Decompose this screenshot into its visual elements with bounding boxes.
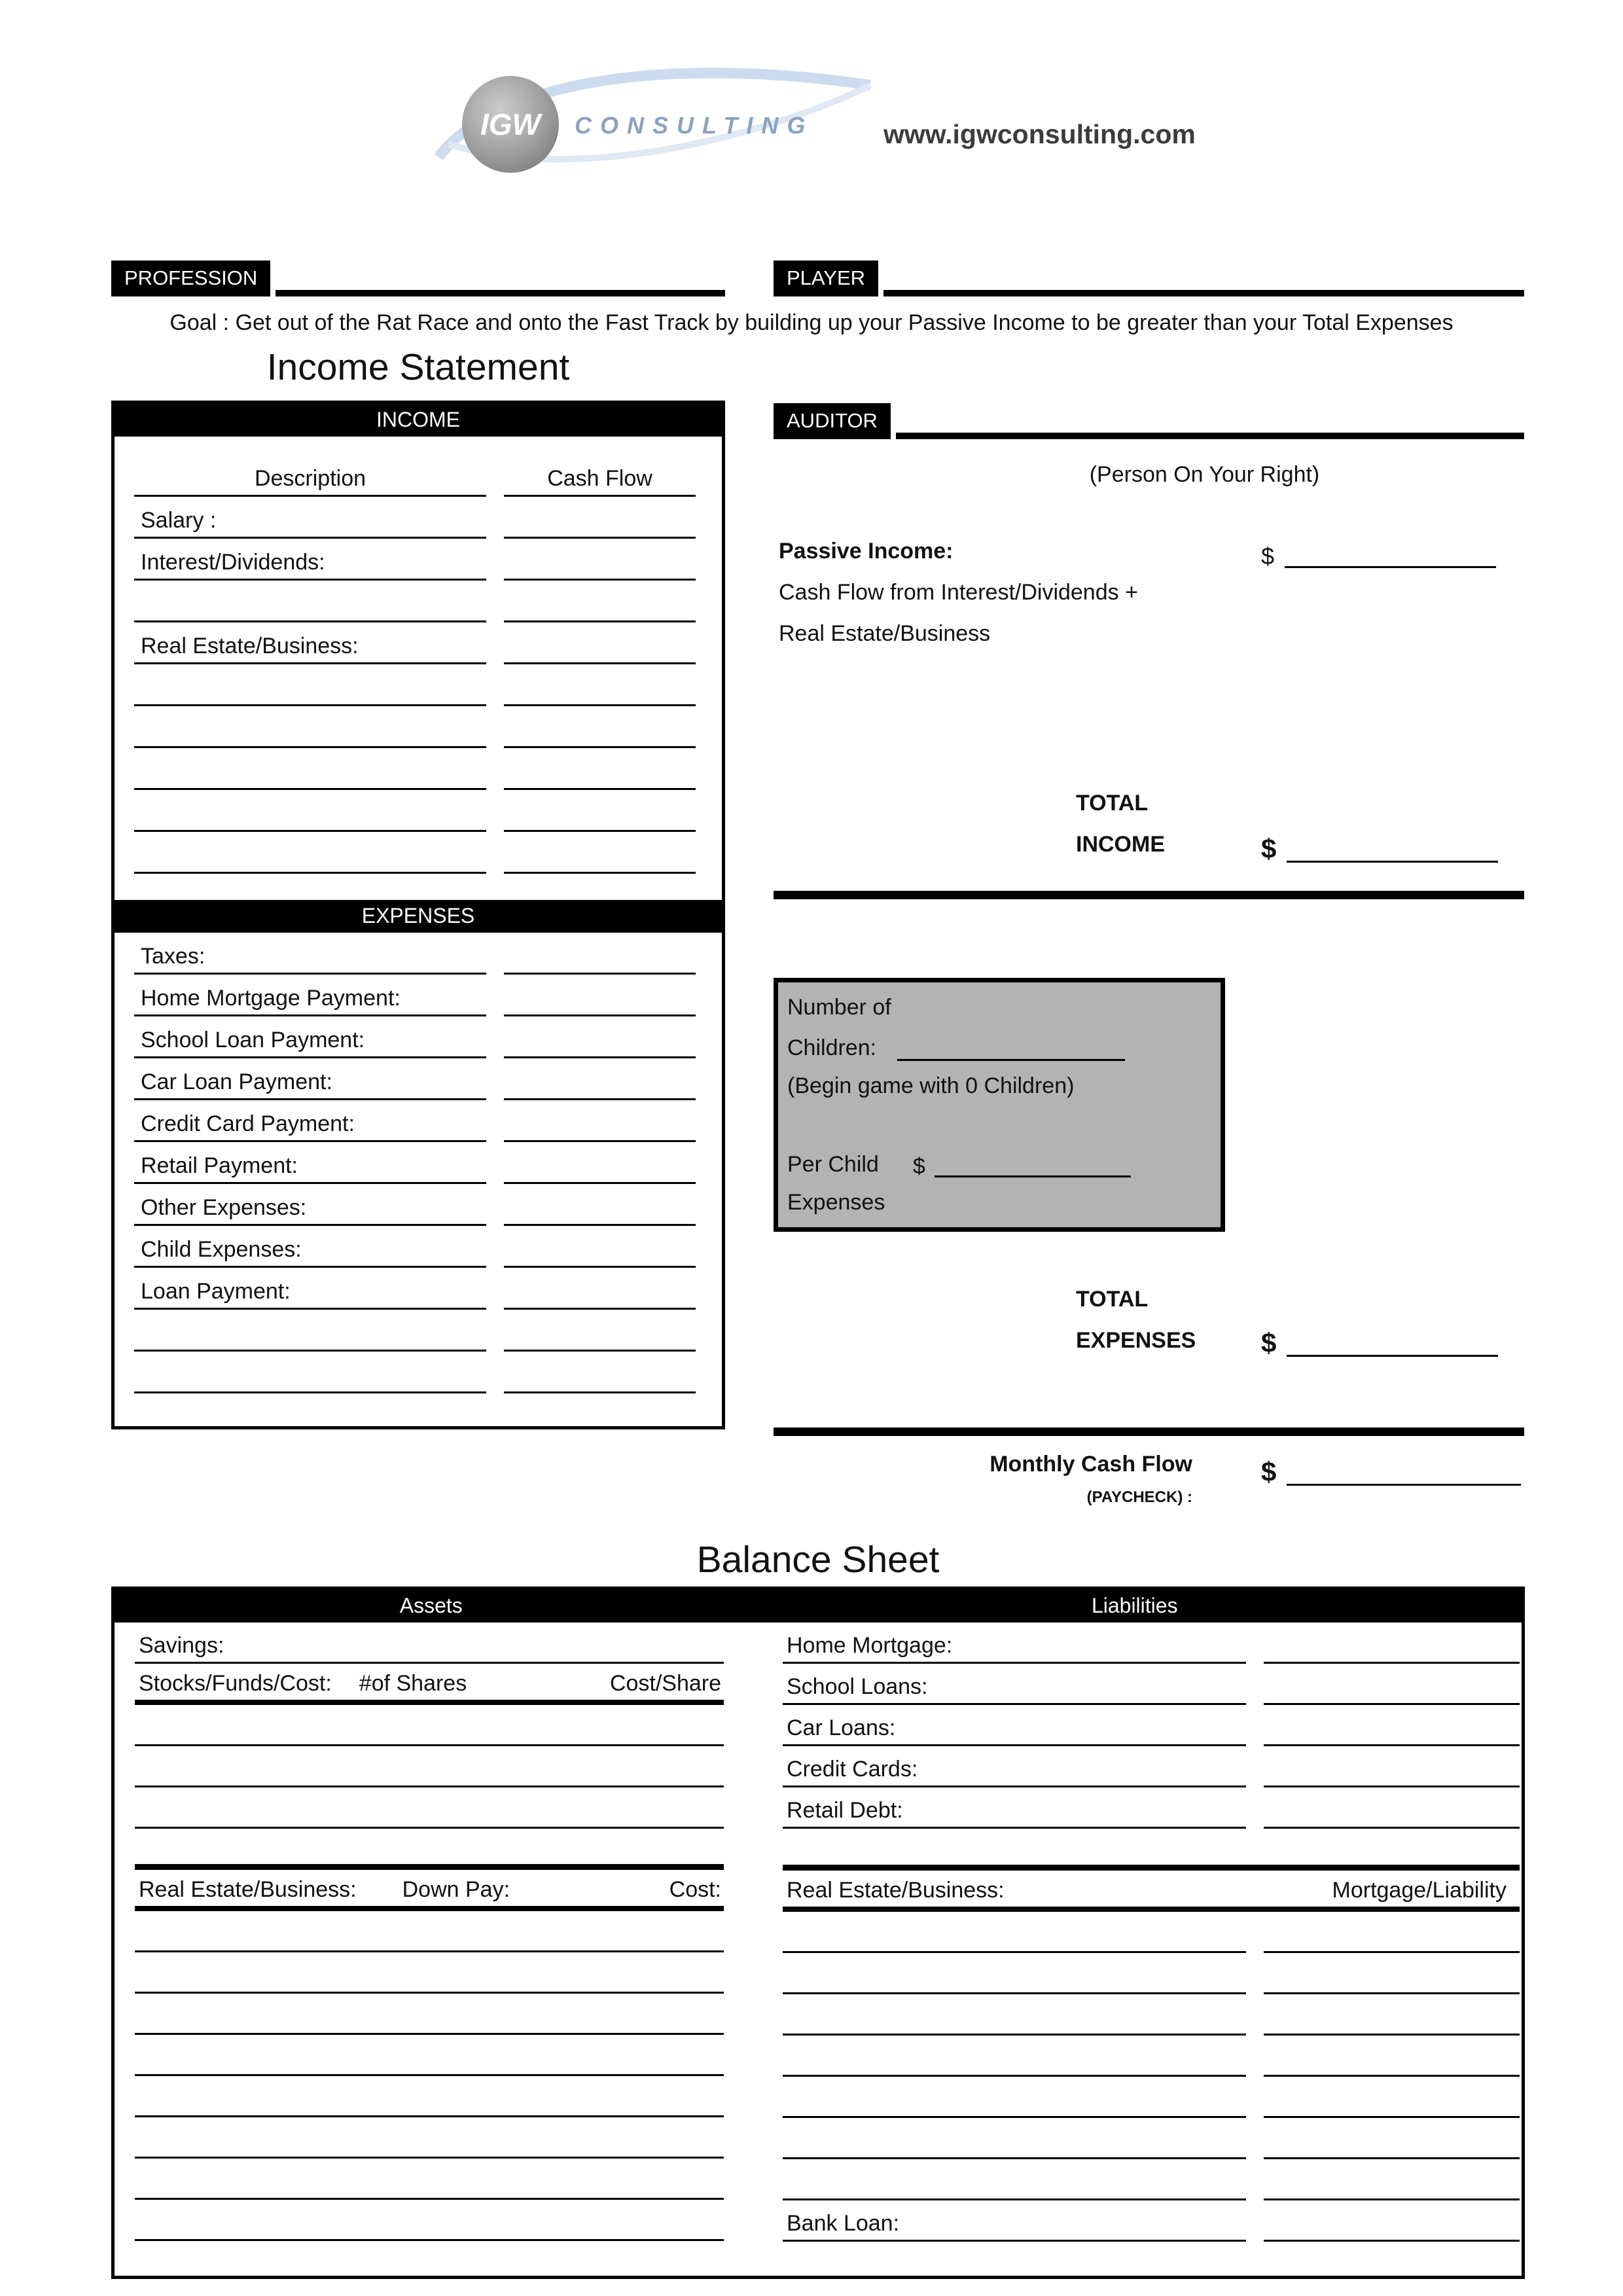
stocks-blank-row[interactable] xyxy=(135,1787,724,1829)
liability-row xyxy=(783,1787,1520,1829)
shares-column-label: #of Shares xyxy=(359,1671,467,1696)
income-row xyxy=(115,832,722,874)
liability-label: Home Mortgage: xyxy=(783,1633,1246,1664)
re-liability-blank-line[interactable] xyxy=(783,2195,1246,2200)
stocks-header-row xyxy=(135,1664,724,1705)
liabilities-divider xyxy=(783,1865,1520,1871)
expense-row-label: Retail Payment: xyxy=(134,1153,486,1184)
per-child-label: Per Child xyxy=(787,1152,879,1177)
expense-row xyxy=(115,1058,722,1100)
passive-income-note-2: Real Estate/Business xyxy=(779,621,991,646)
number-of-children-label-line2: Children: xyxy=(787,1035,877,1060)
dollar-sign: $ xyxy=(912,1154,925,1179)
liability-amount-line[interactable] xyxy=(1264,1703,1520,1705)
expense-row xyxy=(115,933,722,975)
income-row-blank-line[interactable] xyxy=(134,785,486,790)
income-row-label: Interest/Dividends: xyxy=(134,550,486,581)
real-estate-blank-row[interactable] xyxy=(135,1911,724,1952)
income-cashflow-line[interactable] xyxy=(504,827,696,832)
re-liability-blank-row xyxy=(783,2036,1520,2077)
income-row-blank-line[interactable] xyxy=(134,743,486,748)
dollar-sign: $ xyxy=(1261,543,1275,569)
income-row xyxy=(115,748,722,790)
re-liability-amount-line[interactable] xyxy=(1264,2198,1520,2200)
description-column-header: Description xyxy=(134,466,486,497)
total-income-amount-field xyxy=(1261,829,1498,863)
dollar-sign: $ xyxy=(1261,1456,1277,1487)
auditor-section xyxy=(774,403,1524,1588)
liability-row xyxy=(783,1746,1520,1787)
expense-cashflow-line[interactable] xyxy=(504,1053,696,1058)
real-estate-blank-row[interactable] xyxy=(135,2035,724,2076)
total-expenses-input-line[interactable] xyxy=(1287,1355,1498,1357)
real-estate-blank-row[interactable] xyxy=(135,2076,724,2117)
assets-divider xyxy=(135,1864,724,1870)
stocks-blank-row[interactable] xyxy=(135,1746,724,1787)
expense-row-blank-line[interactable] xyxy=(134,1388,486,1393)
expense-row-label: Taxes: xyxy=(134,944,486,975)
liability-amount-line[interactable] xyxy=(1264,1662,1520,1664)
income-row-blank-line[interactable] xyxy=(134,869,486,874)
re-liability-blank-line[interactable] xyxy=(783,2154,1246,2159)
liability-label: Credit Cards: xyxy=(783,1757,1246,1787)
income-cashflow-line[interactable] xyxy=(504,785,696,790)
expense-row xyxy=(115,1016,722,1058)
expense-row xyxy=(115,1100,722,1142)
expense-row-blank-line[interactable] xyxy=(134,1346,486,1352)
savings-row[interactable] xyxy=(135,1623,724,1664)
total-expenses-amount-field xyxy=(1261,1323,1498,1357)
income-cashflow-line[interactable] xyxy=(504,659,696,664)
expense-row-label: Home Mortgage Payment: xyxy=(134,986,486,1016)
section-divider xyxy=(774,891,1524,899)
income-row xyxy=(115,581,722,622)
re-liability-blank-row xyxy=(783,2077,1520,2118)
re-liability-blank-row xyxy=(783,2118,1520,2159)
expense-row-label: School Loan Payment: xyxy=(134,1028,486,1058)
expense-cashflow-line[interactable] xyxy=(504,1221,696,1226)
expense-row-label: Loan Payment: xyxy=(134,1279,486,1310)
children-row xyxy=(787,1027,1211,1066)
goal-text: Goal : Get out of the Rat Race and onto the Fast Track by building up your Passive Income to be greater than your Total Expenses xyxy=(169,310,1454,335)
income-row-label: Salary : xyxy=(134,508,486,539)
expense-cashflow-line[interactable] xyxy=(504,1095,696,1100)
total-income-label-line1: TOTAL xyxy=(1076,791,1149,816)
monthly-cash-flow-input-line[interactable] xyxy=(1287,1484,1521,1486)
income-cashflow-line[interactable] xyxy=(504,701,696,706)
dollar-sign: $ xyxy=(1261,833,1277,864)
expense-row-label: Other Expenses: xyxy=(134,1195,486,1226)
income-row xyxy=(115,790,722,832)
expense-row xyxy=(115,1310,722,1352)
re-liability-blank-line[interactable] xyxy=(783,1989,1246,1994)
section-divider xyxy=(774,1427,1524,1436)
expense-cashflow-line[interactable] xyxy=(504,1263,696,1268)
income-row xyxy=(115,497,722,539)
cashflow-column-header: Cash Flow xyxy=(504,466,696,497)
re-liability-amount-line[interactable] xyxy=(1264,2116,1520,2118)
auditor-subtitle: (Person On Your Right) xyxy=(1089,462,1320,487)
paycheck-label: (PAYCHECK) : xyxy=(1086,1488,1192,1506)
expense-cashflow-line[interactable] xyxy=(504,1388,696,1393)
number-of-children-label-line1: Number of xyxy=(787,994,891,1020)
per-child-expense-input-line[interactable] xyxy=(935,1175,1131,1177)
liability-label: Retail Debt: xyxy=(783,1798,1246,1829)
income-row xyxy=(115,539,722,581)
expense-cashflow-line[interactable] xyxy=(504,1346,696,1352)
balance-sheet-box xyxy=(111,1587,1525,2279)
total-expenses-label-line1: TOTAL xyxy=(1076,1287,1149,1312)
re-liability-blank-line[interactable] xyxy=(783,2113,1246,2118)
expense-row xyxy=(115,1226,722,1268)
mortgage-liability-column-label: Mortgage/Liability xyxy=(1332,1878,1507,1903)
expense-row xyxy=(115,1268,722,1310)
income-row xyxy=(115,706,722,748)
liability-amount-line[interactable] xyxy=(1264,1785,1520,1787)
real-estate-blank-row[interactable] xyxy=(135,2200,724,2241)
passive-income-label: Passive Income: xyxy=(779,539,954,564)
liabilities-header: Liabilities xyxy=(1091,1594,1178,1617)
logo-igw-text: IGW xyxy=(480,107,541,141)
auditor-field xyxy=(774,403,1524,439)
re-liability-amount-line[interactable] xyxy=(1264,2075,1520,2077)
re-liability-amount-line[interactable] xyxy=(1264,1992,1520,1994)
income-cashflow-line[interactable] xyxy=(504,617,696,622)
re-liability-blank-row xyxy=(783,1912,1520,1953)
begin-game-note: (Begin game with 0 Children) xyxy=(787,1073,1075,1098)
player-input-line[interactable] xyxy=(883,290,1524,296)
real-estate-blank-row[interactable] xyxy=(135,2159,724,2200)
income-row-blank-line[interactable] xyxy=(134,701,486,706)
income-row-blank-line[interactable] xyxy=(134,827,486,832)
liability-row xyxy=(783,1623,1520,1664)
stocks-blank-row[interactable] xyxy=(135,1705,724,1746)
income-cashflow-line[interactable] xyxy=(504,743,696,748)
real-estate-blank-row[interactable] xyxy=(135,1994,724,2035)
re-liability-blank-line[interactable] xyxy=(783,2030,1246,2036)
re-liability-blank-row xyxy=(783,1953,1520,1994)
income-row-blank-line[interactable] xyxy=(134,617,486,622)
igw-logo xyxy=(412,46,897,209)
expense-cashflow-line[interactable] xyxy=(504,1179,696,1184)
income-section-bar: INCOME xyxy=(115,404,722,437)
liability-label: School Loans: xyxy=(783,1674,1246,1705)
expense-row xyxy=(115,975,722,1016)
expense-cashflow-line[interactable] xyxy=(504,1304,696,1310)
expense-cashflow-line[interactable] xyxy=(504,1011,696,1016)
income-statement-title: Income Statement xyxy=(266,346,570,388)
bank-loan-row xyxy=(783,2200,1520,2242)
per-child-row xyxy=(787,1143,1211,1183)
liabilities-column xyxy=(783,1623,1520,2242)
real-estate-header-row xyxy=(135,1870,724,1911)
profession-field xyxy=(111,260,725,296)
website-url: www.igwconsulting.com xyxy=(883,119,1196,149)
income-statement-box xyxy=(111,401,725,1429)
income-row xyxy=(115,664,722,706)
per-child-expenses-label: Expenses xyxy=(787,1189,885,1215)
re-liability-amount-line[interactable] xyxy=(1264,1951,1520,1953)
liability-amount-line[interactable] xyxy=(1264,1744,1520,1746)
balance-sheet-title: Balance Sheet xyxy=(696,1539,940,1581)
expense-row xyxy=(115,1352,722,1393)
expense-row-label: Credit Card Payment: xyxy=(134,1111,486,1142)
income-cashflow-line[interactable] xyxy=(504,869,696,874)
stocks-label: Stocks/Funds/Cost: xyxy=(139,1671,332,1696)
re-liability-amount-line[interactable] xyxy=(1264,2034,1520,2036)
re-liability-amount-line[interactable] xyxy=(1264,2157,1520,2159)
balance-sheet-header-bar xyxy=(115,1590,1522,1623)
monthly-cash-flow-label: Monthly Cash Flow xyxy=(990,1452,1192,1477)
profession-label: PROFESSION xyxy=(111,260,270,296)
expense-cashflow-line[interactable] xyxy=(504,1137,696,1142)
dollar-sign: $ xyxy=(1261,1327,1277,1358)
passive-income-input-line[interactable] xyxy=(1285,566,1496,568)
liability-row xyxy=(783,1705,1520,1746)
re-liability-blank-row xyxy=(783,1994,1520,2036)
logo-consulting-text: CONSULTING xyxy=(575,112,814,139)
total-expenses-label-line2: EXPENSES xyxy=(1076,1328,1196,1353)
re-liability-header-row xyxy=(783,1871,1520,1912)
total-income-input-line[interactable] xyxy=(1287,861,1498,863)
expenses-section-bar: EXPENSES xyxy=(115,900,722,933)
income-row-label: Real Estate/Business: xyxy=(134,634,486,664)
liability-label: Car Loans: xyxy=(783,1715,1246,1746)
income-cashflow-line[interactable] xyxy=(504,575,696,581)
passive-income-amount-field xyxy=(1261,534,1496,568)
savings-label: Savings: xyxy=(139,1633,224,1658)
cost-share-column-label: Cost/Share xyxy=(609,1671,721,1696)
expense-row-label: Child Expenses: xyxy=(134,1237,486,1268)
passive-income-note-1: Cash Flow from Interest/Dividends + xyxy=(779,580,1138,605)
liability-amount-line[interactable] xyxy=(1264,1827,1520,1829)
total-income-label-line2: INCOME xyxy=(1076,832,1165,857)
monthly-cash-flow-amount-field xyxy=(1261,1449,1521,1486)
expense-row xyxy=(115,1142,722,1184)
auditor-label: AUDITOR xyxy=(774,403,891,439)
bank-loan-label: Bank Loan: xyxy=(783,2211,1246,2242)
income-row xyxy=(115,622,722,664)
expense-row xyxy=(115,1184,722,1226)
real-estate-blank-row[interactable] xyxy=(135,1952,724,1994)
re-liability-blank-row xyxy=(783,2159,1520,2200)
re-liability-blank-line[interactable] xyxy=(783,2072,1246,2077)
expense-row-label: Car Loan Payment: xyxy=(134,1069,486,1100)
bank-loan-amount-line[interactable] xyxy=(1264,2240,1520,2242)
re-liability-blank-line[interactable] xyxy=(783,1948,1246,1953)
income-columns-header xyxy=(115,437,722,497)
real-estate-label: Real Estate/Business: xyxy=(139,1877,357,1902)
children-box xyxy=(774,978,1225,1232)
liability-row xyxy=(783,1664,1520,1705)
children-count-input-line[interactable] xyxy=(897,1059,1125,1061)
real-estate-blank-row[interactable] xyxy=(135,2117,724,2159)
auditor-input-line[interactable] xyxy=(896,433,1524,439)
down-pay-column-label: Down Pay: xyxy=(402,1877,510,1902)
assets-column xyxy=(135,1623,724,2241)
expense-cashflow-line[interactable] xyxy=(504,969,696,975)
assets-header: Assets xyxy=(399,1594,463,1617)
income-cashflow-line[interactable] xyxy=(504,533,696,539)
cost-column-label: Cost: xyxy=(669,1877,721,1902)
player-field xyxy=(774,260,1524,296)
profession-input-line[interactable] xyxy=(276,290,725,296)
player-label: PLAYER xyxy=(774,260,878,296)
re-liability-label: Real Estate/Business: xyxy=(787,1878,1005,1903)
